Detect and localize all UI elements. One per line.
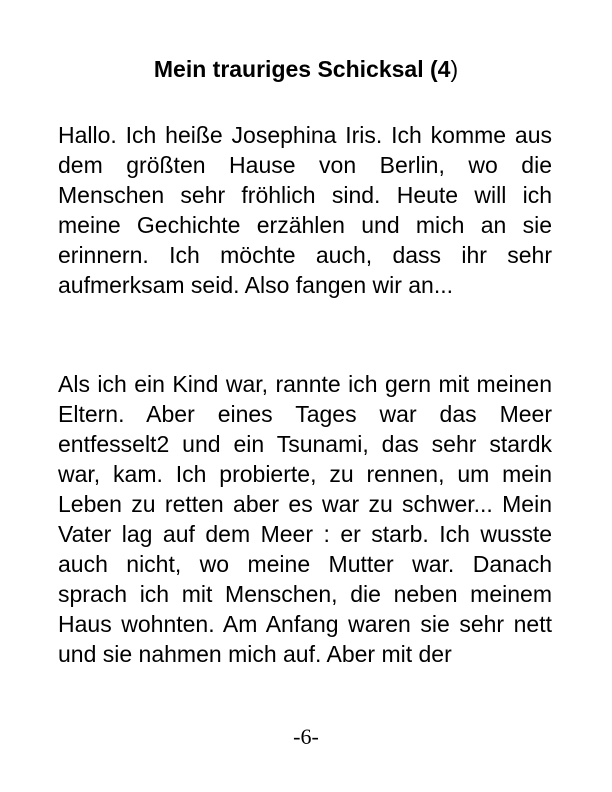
page-title — [0, 54, 612, 84]
paragraph-intro: Hallo. Ich heiße Josephina Iris. Ich komme aus dem größten Hause von Berlin, wo die Menschen sehr fröhlich sind. Heute will ich meine Gechichte erzählen und mich an sie erinnern. Ich möchte auch, dass ihr sehr aufmerksam seid. Also fangen wir an... — [58, 122, 552, 298]
page-number: -6- — [293, 724, 319, 749]
title-main: Mein trauriges Schicksal (4 — [153, 56, 451, 82]
title-close-paren: ) — [450, 56, 459, 82]
paragraph-story: Als ich ein Kind war, rannte ich gern mit meinen Eltern. Aber eines Tages war das Meer entfesselt2 und ein Tsunami, das sehr stardk war, kam. Ich probierte, zu rennen, um mein Leben zu retten aber es war zu schwer... Mein Vater lag auf dem Meer : er starb. Ich wusste auch nicht, wo meine Mutter war. Danach sprach ich mit Menschen, die neben meinem Haus wohnten. Am Anfang waren sie sehr nett und sie nahmen mich auf. Aber mit der — [58, 371, 552, 667]
